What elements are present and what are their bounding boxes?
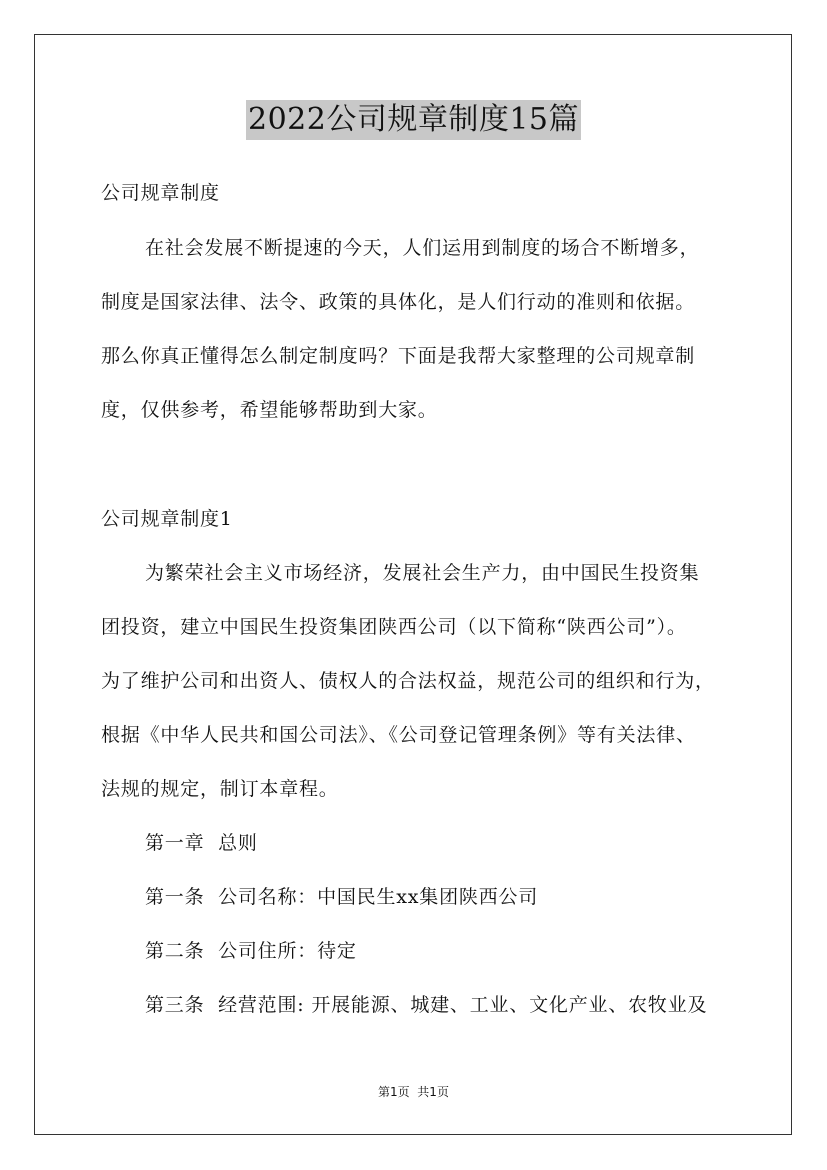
document-title: 2022公司规章制度15篇 bbox=[246, 100, 581, 140]
intro-line-4: 度，仅供参考，希望能够帮助到大家。 bbox=[101, 399, 438, 421]
intro-line-3: 那么你真正懂得怎么制定制度吗？下面是我帮大家整理的公司规章制 bbox=[101, 345, 696, 367]
section1-line-5: 法规的规定，制订本章程。 bbox=[101, 778, 339, 800]
section1-line-2: 团投资，建立中国民生投资集团陕西公司（以下简称“陕西公司”）。 bbox=[101, 616, 687, 638]
intro-line-1: 在社会发展不断提速的今天，人们运用到制度的场合不断增多， bbox=[145, 237, 700, 259]
page-footer: 第1页 共1页 bbox=[378, 1085, 449, 1099]
title-container bbox=[0, 100, 827, 140]
article-2: 第二条 公司住所：待定 bbox=[145, 940, 357, 962]
section1-line-3: 为了维护公司和出资人、债权人的合法权益，规范公司的组织和行为， bbox=[101, 670, 715, 692]
article-1: 第一条 公司名称：中国民生xx集团陕西公司 bbox=[145, 886, 539, 908]
section1-line-4: 根据《中华人民共和国公司法》、《公司登记管理条例》等有关法律、 bbox=[101, 724, 696, 746]
section-heading: 公司规章制度 bbox=[101, 182, 220, 204]
section1-line-1: 为繁荣社会主义市场经济，发展社会生产力，由中国民生投资集 bbox=[145, 562, 700, 584]
section1-heading: 公司规章制度1 bbox=[101, 508, 233, 530]
article-3: 第三条 经营范围: 开展能源、城建、工业、文化产业、农牧业及 bbox=[145, 994, 708, 1016]
chapter-heading: 第一章 总则 bbox=[145, 832, 258, 854]
intro-line-2: 制度是国家法律、法令、政策的具体化，是人们行动的准则和依据。 bbox=[101, 291, 696, 313]
